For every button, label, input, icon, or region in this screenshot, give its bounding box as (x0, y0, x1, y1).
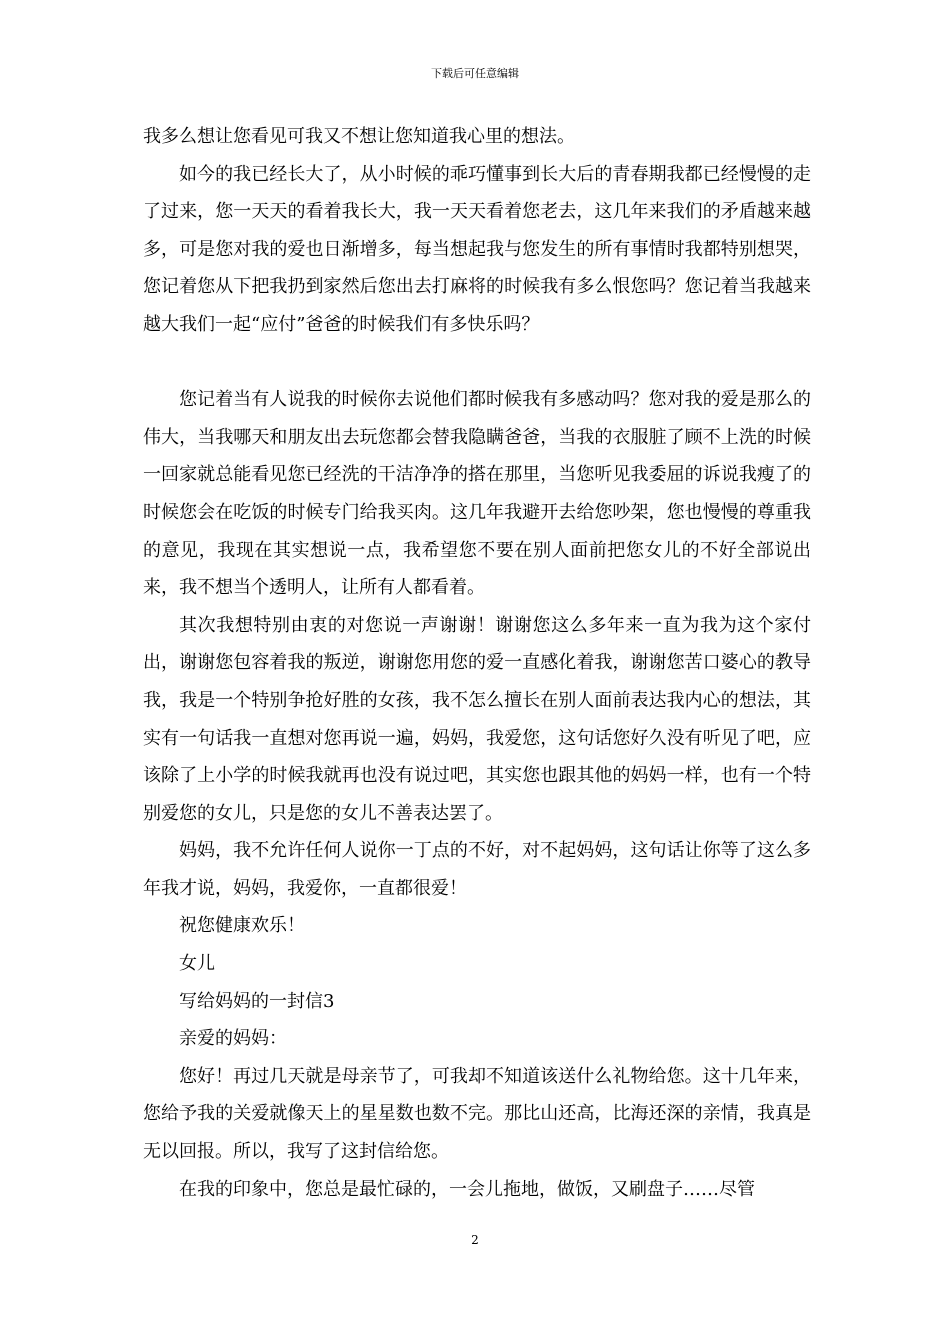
blank-line (143, 344, 811, 382)
paragraph: 其次我想特别由衷的对您说一声谢谢！谢谢您这么多年来一直为我为这个家付出，谢谢您包容着我的叛逆，谢谢您用您的爱一直感化着我，谢谢您苦口婆心的教导我，我是一个特别争抢好胜的女孩，我不怎么擅长在别人面前表达我内心的想法，其实有一句话我一直想对您再说一遍，妈妈，我爱您，这句话您好久没有听见了吧，应该除了上小学的时候我就再也没有说过吧，其实您也跟其他的妈妈一样，也有一个特别爱您的女儿，只是您的女儿不善表达罢了。 (143, 614, 811, 824)
document-body (143, 118, 811, 1208)
page-number: 2 (471, 1233, 479, 1247)
salutation: 亲爱的妈妈： (179, 1028, 287, 1050)
paragraph: 如今的我已经长大了，从小时候的乖巧懂事到长大后的青春期我都已经慢慢的走了过来，您一天天的看着我长大，我一天天看着您老去，这几年来我们的矛盾越来越多，可是您对我的爱也日渐增多，每当想起我与您发生的所有事情时我都特别想哭，您记着您从下把我扔到家然后您出去打麻将的时候我有多么恨您吗？您记着当我越来越大我们一起“应付”爸爸的时候我们有多快乐吗？ (143, 163, 811, 335)
page-header: 下载后可任意编辑 (431, 67, 519, 80)
paragraph: 在我的印象中，您总是最忙碌的，一会儿拖地，做饭，又刷盘子……尽管 (179, 1178, 755, 1200)
paragraph: 您记着当有人说我的时候你去说他们都时候我有多感动吗？您对我的爱是那么的伟大，当我哪天和朋友出去玩您都会替我隐瞒爸爸，当我的衣服脏了顾不上洗的时候一回家就总能看见您已经洗的干洁净净的搭在那里，当您听见我委屈的诉说我瘦了的时候您会在吃饭的时候专门给我买肉。这几年我避开去给您吵架，您也慢慢的尊重我的意见，我现在其实想说一点，我希望您不要在别人面前把您女儿的不好全部说出来，我不想当个透明人，让所有人都看着。 (143, 389, 811, 599)
paragraph: 您好！再过几天就是母亲节了，可我却不知道该送什么礼物给您。这十几年来，您给予我的关爱就像天上的星星数也数不完。那比山还高，比海还深的亲情，我真是无以回报。所以，我写了这封信给您。 (143, 1065, 811, 1163)
letter-title: 写给妈妈的一封信3 (179, 990, 335, 1012)
signature: 女儿 (179, 953, 215, 975)
paragraph: 妈妈，我不允许任何人说你一丁点的不好，对不起妈妈，这句话让你等了这么多年我才说，妈妈，我爱你，一直都很爱！ (143, 840, 811, 899)
paragraph: 我多么想让您看见可我又不想让您知道我心里的想法。 (143, 126, 575, 147)
closing-wish: 祝您健康欢乐！ (179, 915, 305, 937)
